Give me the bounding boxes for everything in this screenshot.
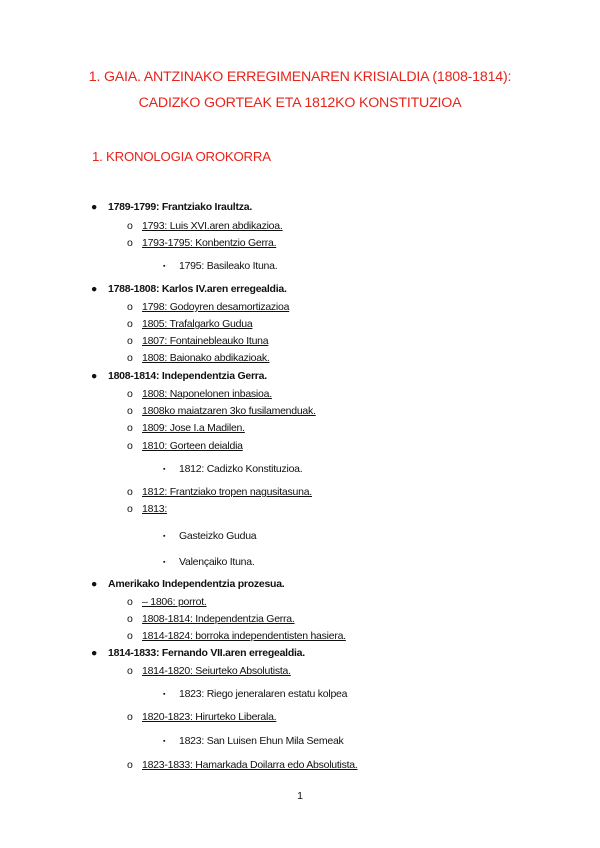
list-item	[127, 613, 295, 626]
list-item	[163, 530, 256, 543]
list-item	[163, 463, 302, 476]
square-bullet-icon: ▪	[163, 559, 166, 566]
circle-bullet-icon: o	[127, 422, 133, 434]
list-item-text: 1795: Basileako Ituna.	[179, 260, 278, 272]
document-title-line-1: 1. GAIA. ANTZINAKO ERREGIMENAREN KRISIALDIA (1808-1814):	[88, 69, 512, 85]
list-item	[127, 596, 207, 609]
list-item-text: 1812: Frantziako tropen nagusitasuna.	[142, 486, 312, 498]
square-bullet-icon: ▪	[163, 466, 166, 473]
list-item	[127, 405, 316, 418]
document-title-line-2: CADIZKO GORTEAK ETA 1812KO KONSTITUZIOA	[138, 95, 462, 111]
list-item-text: 1820-1823: Hirurteko Liberala.	[142, 711, 277, 723]
list-item	[127, 711, 276, 724]
circle-bullet-icon: o	[127, 613, 133, 625]
disc-bullet-icon: ●	[91, 201, 98, 213]
list-item-text: 1814-1820: Seiurteko Absolutista.	[142, 665, 291, 677]
list-item	[163, 735, 344, 748]
list-item-text: – 1806: porrot.	[142, 596, 207, 608]
circle-bullet-icon: o	[127, 318, 133, 330]
list-item	[127, 220, 283, 233]
list-item	[163, 556, 255, 569]
square-bullet-icon: ▪	[163, 263, 166, 270]
list-item-text: 1813:	[142, 503, 168, 515]
circle-bullet-icon: o	[127, 335, 133, 347]
list-item-text: 1823: San Luisen Ehun Mila Semeak	[179, 735, 344, 747]
list-item-text: Valençaiko Ituna.	[179, 556, 255, 568]
disc-bullet-icon: ●	[91, 283, 98, 295]
list-item	[127, 630, 346, 643]
circle-bullet-icon: o	[127, 220, 133, 232]
circle-bullet-icon: o	[127, 596, 133, 608]
list-item-text: Gasteizko Gudua	[179, 530, 257, 542]
list-item-text: 1808-1814: Independentzia Gerra.	[108, 370, 267, 382]
list-item	[163, 260, 277, 273]
square-bullet-icon: ▪	[163, 533, 166, 540]
list-item	[91, 370, 267, 383]
list-item-text: 1808ko maiatzaren 3ko fusilamenduak.	[142, 405, 316, 417]
list-item	[127, 759, 358, 772]
list-item-text: 1807: Fontainebleauko Ituna	[142, 335, 269, 347]
list-item-text: 1814-1824: borroka independentisten hasiera.	[142, 630, 346, 642]
list-item-text: 1789-1799: Frantziako Iraultza.	[108, 201, 252, 213]
circle-bullet-icon: o	[127, 440, 133, 452]
list-item	[91, 201, 252, 214]
circle-bullet-icon: o	[127, 711, 133, 723]
list-item	[127, 440, 243, 453]
list-item-text: 1814-1833: Fernando VII.aren erregealdia.	[108, 647, 305, 659]
list-item	[127, 301, 289, 314]
list-item-text: 1805: Trafalgarko Gudua	[142, 318, 253, 330]
list-item-text: 1808: Baionako abdikazioak.	[142, 352, 270, 364]
list-item	[127, 335, 268, 348]
list-item-text: Amerikako Independentzia prozesua.	[108, 578, 285, 590]
circle-bullet-icon: o	[127, 405, 133, 417]
circle-bullet-icon: o	[127, 486, 133, 498]
list-item	[127, 318, 252, 331]
circle-bullet-icon: o	[127, 237, 133, 249]
circle-bullet-icon: o	[127, 301, 133, 313]
list-item-text: 1823: Riego jeneralaren estatu kolpea	[179, 688, 348, 700]
list-item-text: 1793-1795: Konbentzio Gerra.	[142, 237, 277, 249]
list-item-text: 1798: Godoyren desamortizazioa	[142, 301, 290, 313]
list-item	[91, 283, 287, 296]
circle-bullet-icon: o	[127, 665, 133, 677]
list-item	[127, 237, 276, 250]
disc-bullet-icon: ●	[91, 647, 98, 659]
list-item-text: 1810: Gorteen deialdia	[142, 440, 243, 452]
list-item	[91, 647, 305, 660]
list-item	[127, 486, 312, 499]
list-item-text: 1808: Naponelonen inbasioa.	[142, 388, 272, 400]
section-heading: 1. KRONOLOGIA OROKORRA	[92, 149, 271, 164]
circle-bullet-icon: o	[127, 630, 133, 642]
list-item	[127, 503, 167, 516]
list-item	[127, 352, 270, 365]
circle-bullet-icon: o	[127, 352, 133, 364]
disc-bullet-icon: ●	[91, 370, 98, 382]
list-item-text: 1823-1833: Hamarkada Doilarra edo Absolutista.	[142, 759, 358, 771]
list-item	[91, 578, 284, 591]
disc-bullet-icon: ●	[91, 578, 98, 590]
square-bullet-icon: ▪	[163, 738, 166, 745]
list-item	[163, 688, 347, 701]
page-number: 1	[297, 790, 303, 802]
list-item	[127, 388, 272, 401]
list-item-text: 1808-1814: Independentzia Gerra.	[142, 613, 295, 625]
list-item-text: 1793: Luis XVI.aren abdikazioa.	[142, 220, 283, 232]
circle-bullet-icon: o	[127, 759, 133, 771]
list-item-text: 1809: Jose I.a Madilen.	[142, 422, 245, 434]
list-item	[127, 422, 245, 435]
circle-bullet-icon: o	[127, 503, 133, 515]
list-item-text: 1788-1808: Karlos IV.aren erregealdia.	[108, 283, 287, 295]
circle-bullet-icon: o	[127, 388, 133, 400]
list-item-text: 1812: Cadizko Konstituzioa.	[179, 463, 303, 475]
list-item	[127, 665, 291, 678]
square-bullet-icon: ▪	[163, 691, 166, 698]
